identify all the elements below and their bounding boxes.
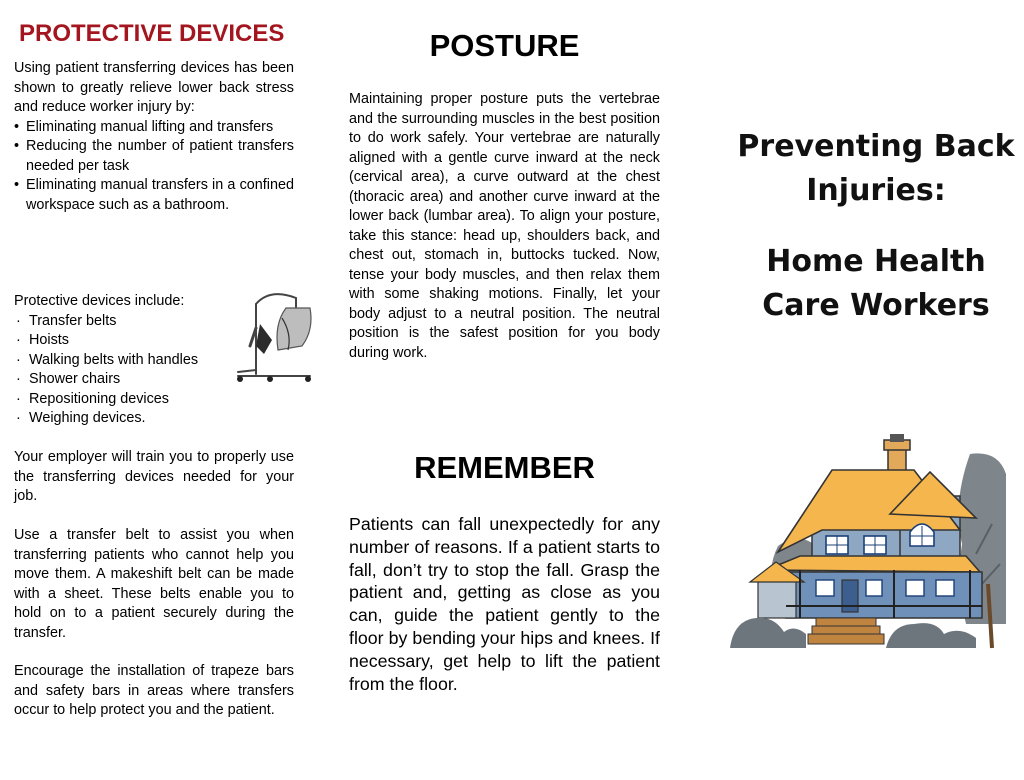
cover-subtitle bbox=[728, 240, 1024, 328]
list-item: · Repositioning devices bbox=[14, 390, 294, 410]
remember-heading: REMEMBER bbox=[414, 450, 595, 485]
cover-title-line2: Injuries: bbox=[806, 173, 946, 208]
devices-label: Protective devices include: bbox=[14, 293, 185, 309]
training-paragraph: Your employer will train you to properly use the transferring devices needed for your job. bbox=[14, 449, 294, 504]
list-item: · Weighing devices. bbox=[14, 409, 294, 429]
list-item: • Eliminating manual transfers in a confined workspace such as a bathroom. bbox=[14, 176, 294, 215]
cover-subtitle-line2: Care Workers bbox=[762, 288, 990, 323]
intro-paragraph: Using patient transferring devices has been shown to greatly relieve lower back stress and reduce worker injury by: bbox=[14, 60, 294, 115]
list-item: · Walking belts with handles bbox=[14, 351, 294, 371]
list-item: · Hoists bbox=[14, 331, 294, 351]
trapeze-paragraph: Encourage the installation of trapeze bars and safety bars in areas where transfers occur to help protect you and the patient. bbox=[14, 663, 294, 718]
list-item: · Shower chairs bbox=[14, 370, 294, 390]
intro-block bbox=[14, 59, 294, 215]
protective-devices-heading: PROTECTIVE DEVICES bbox=[19, 20, 285, 47]
cover-title bbox=[728, 125, 1024, 213]
posture-paragraph: Maintaining proper posture puts the vertebrae and the surrounding muscles in the best position to do work safely. Your vertebrae are naturally aligned with a gentle curve inward at the neck (cervical area), a curve outward at the chest (thoracic area) and another curve inward at the lower back (lumbar area). To align your posture, take this stance: head up, shoulders back, and chest out, stomach in, buttocks tucked. Now, tense your body muscles, and then relax them with some shaking motions. Finally, let your body adjust to a neutral position. The neutral position is the safest position for you body during work. bbox=[349, 91, 660, 361]
remember-paragraph: Patients can fall unexpectedly for any number of reasons. If a patient starts to fall, don’t try to stop the fall. Grasp the patient and, getting as close as you can, guide the patient gently to the floor by bending your hips and knees. If necessary, get help to lift the patient from the floor. bbox=[349, 514, 660, 694]
cover-subtitle-line1: Home Health bbox=[766, 244, 986, 279]
list-item: • Reducing the number of patient transfers needed per task bbox=[14, 137, 294, 176]
house-illustration bbox=[730, 434, 1010, 650]
benefits-list bbox=[14, 118, 294, 216]
list-item: • Eliminating manual lifting and transfers bbox=[14, 118, 294, 138]
transfer-belt-paragraph: Use a transfer belt to assist you when transferring patients who cannot help you move them. A makeshift belt can be made with a sheet. These belts enable you to hold on to a patient securely during the transfer. bbox=[14, 527, 294, 641]
patient-hoist-illustration bbox=[230, 284, 320, 386]
list-item: · Transfer belts bbox=[14, 312, 294, 332]
cover-title-line1: Preventing Back bbox=[737, 129, 1015, 164]
posture-heading: POSTURE bbox=[429, 28, 580, 63]
